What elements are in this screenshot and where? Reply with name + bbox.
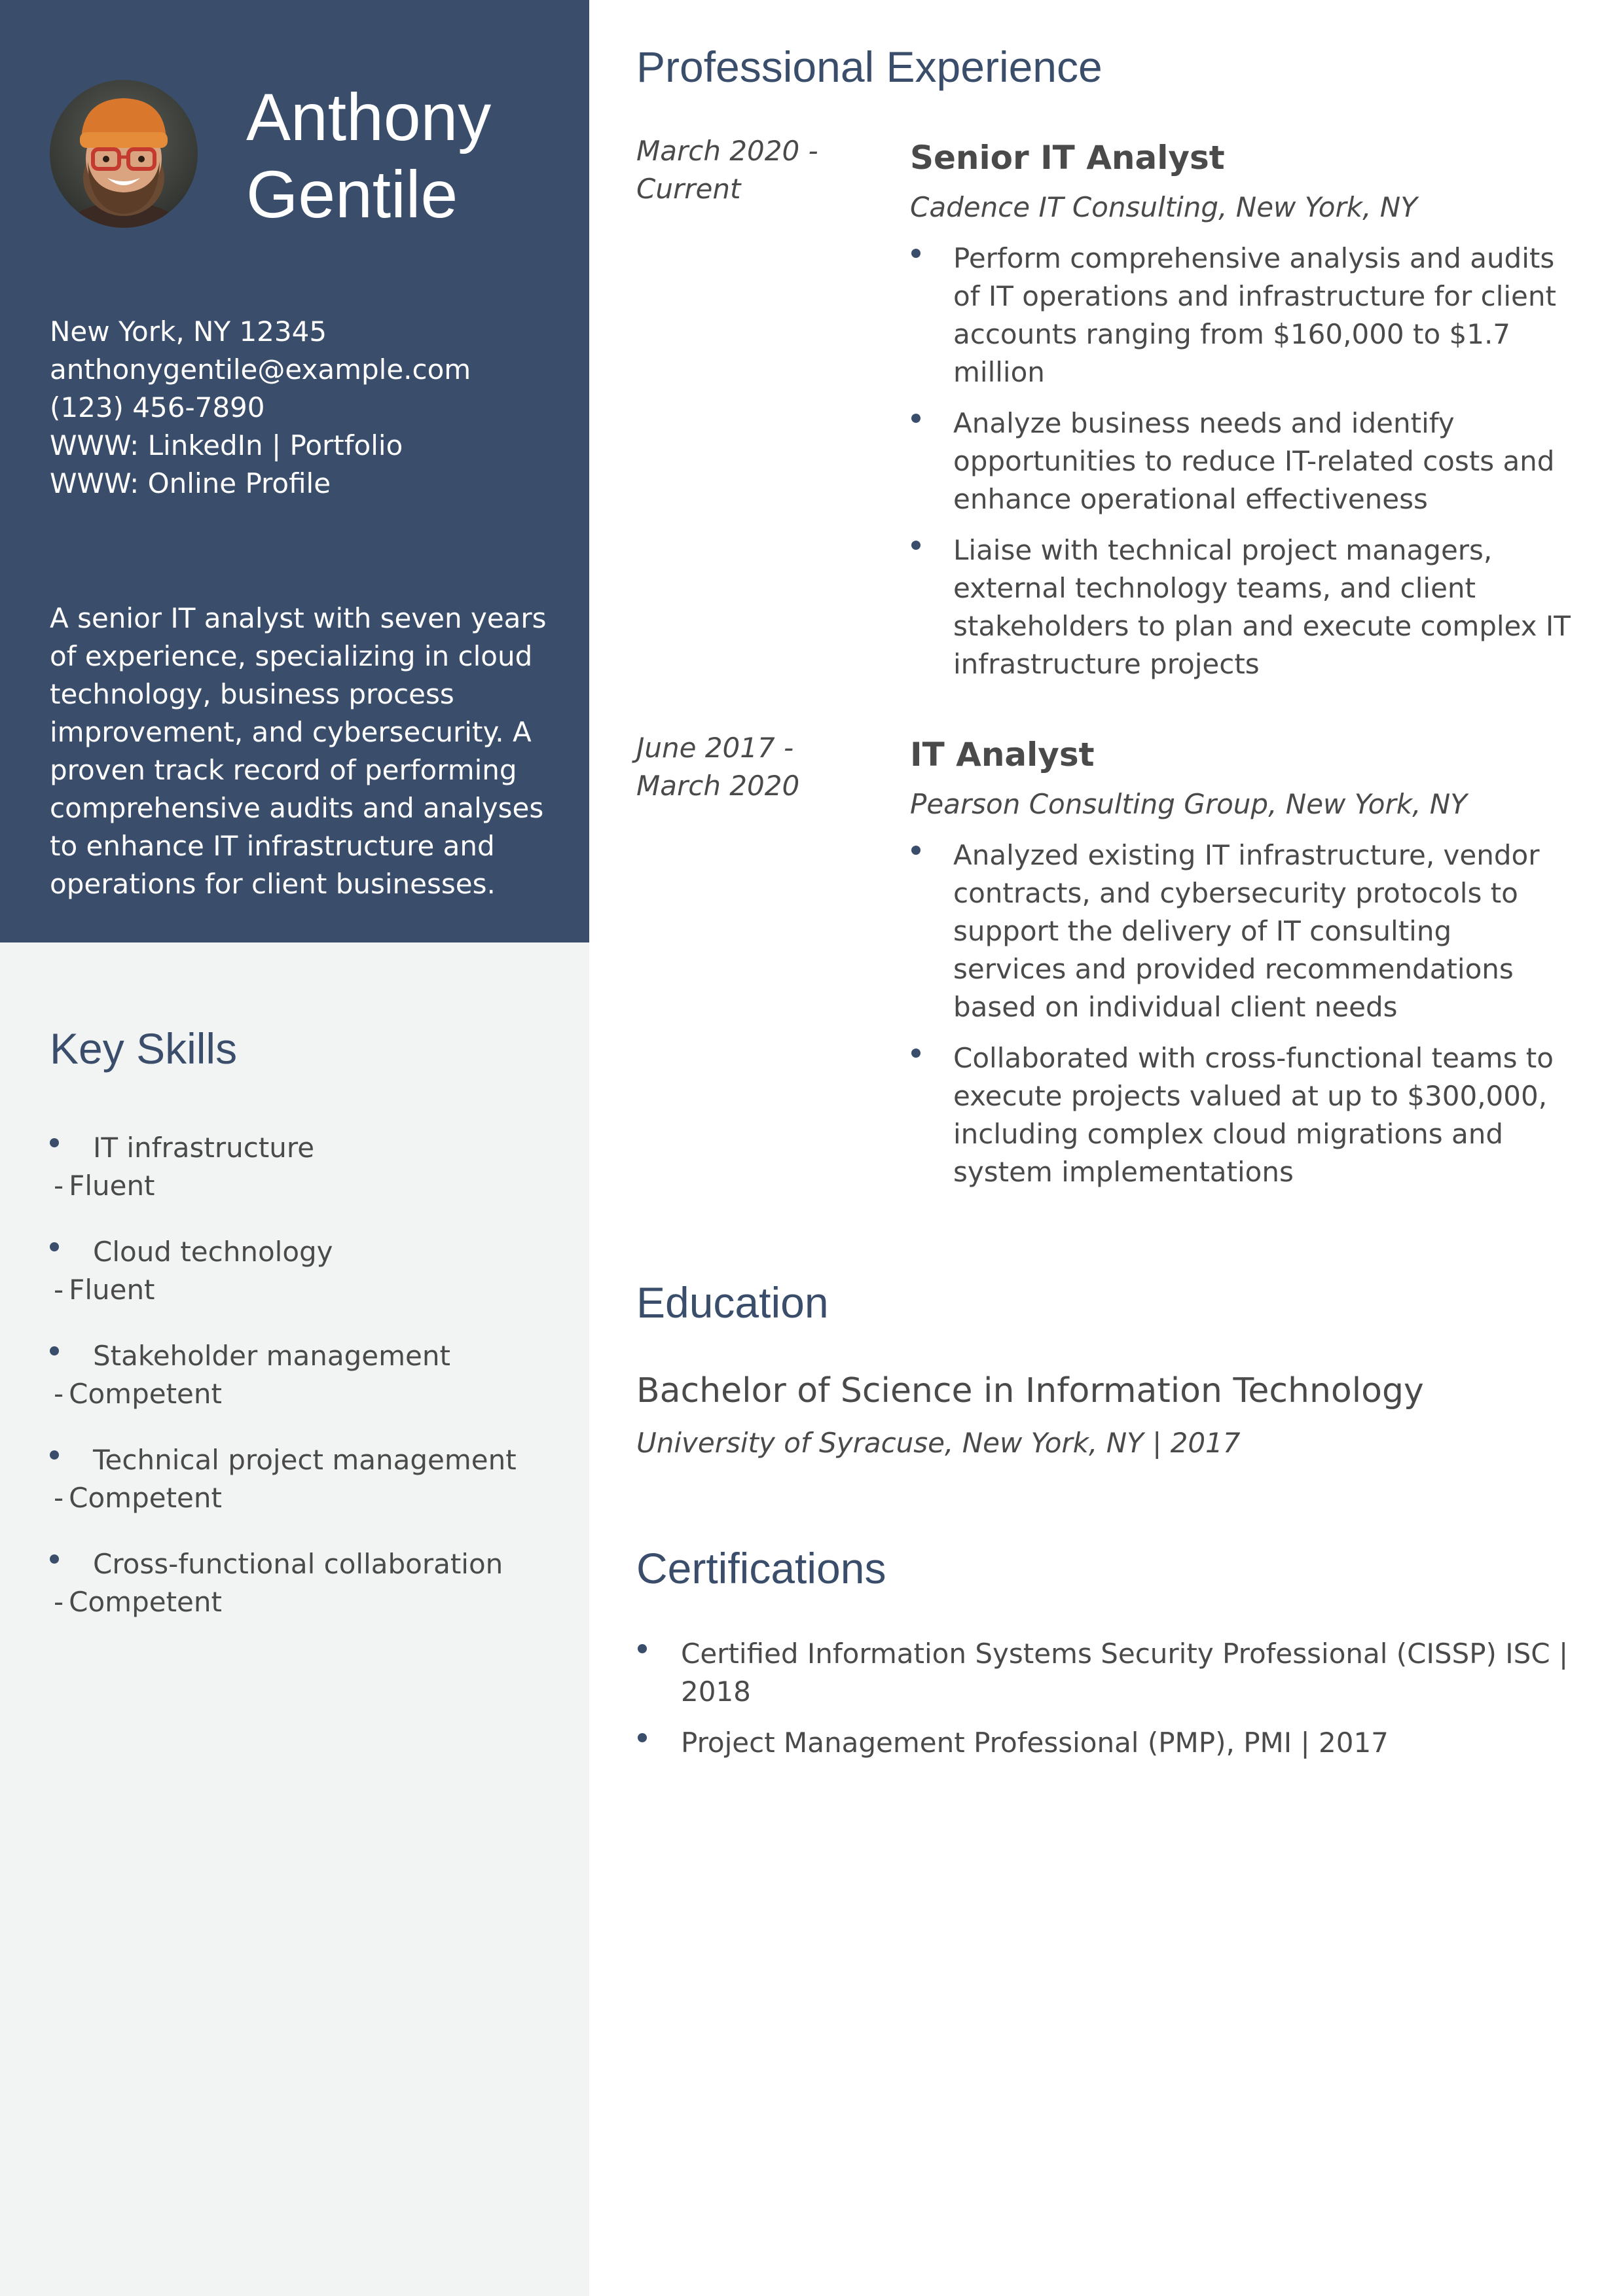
education-heading: Education — [636, 1278, 829, 1327]
skill-level: - Competent — [54, 1482, 222, 1514]
job-date-end: Current — [636, 173, 741, 205]
skills-list — [50, 1129, 574, 1649]
sidebar — [0, 0, 589, 2296]
certification-item — [636, 1724, 1579, 1762]
certification-text: Project Management Professional (PMP), PMI | 2017 — [681, 1727, 1389, 1759]
job-company: Pearson Consulting Group, New York, NY — [910, 788, 1467, 820]
skill-item — [50, 1545, 574, 1649]
certifications-list — [636, 1635, 1579, 1775]
skill-level: - Fluent — [54, 1170, 155, 1202]
skill-name: Technical project management — [93, 1444, 517, 1476]
skill-item — [50, 1337, 574, 1441]
skill-item — [50, 1129, 574, 1233]
job-dates — [636, 729, 872, 805]
bullet-icon — [911, 846, 921, 855]
job-bullet — [910, 240, 1571, 391]
skill-level: - Fluent — [54, 1274, 155, 1306]
bullet-icon — [50, 1554, 59, 1564]
bullet-icon — [911, 541, 921, 550]
certification-text: Certified Information Systems Security Professional (CISSP) ISC | 2018 — [681, 1638, 1569, 1708]
skills-heading: Key Skills — [50, 1024, 238, 1073]
bullet-icon — [50, 1450, 59, 1460]
skill-level-text: Competent — [69, 1482, 222, 1514]
job-bullet-text: Perform comprehensive analysis and audits of IT operations and infrastructure for client accounts ranging from $160,000 to $1.7 million — [953, 242, 1556, 388]
job-bullet-text: Analyze business needs and identify opportunities to reduce IT-related costs and enhance operational effectiveness — [953, 407, 1555, 515]
bullet-icon — [50, 1242, 59, 1251]
job-title: Senior IT Analyst — [910, 139, 1225, 177]
skill-level-text: Competent — [69, 1586, 222, 1618]
skill-level-text: Competent — [69, 1378, 222, 1410]
contact-profile: WWW: Online Profile — [50, 467, 331, 499]
bullet-icon — [911, 249, 921, 258]
person-photo-icon — [50, 80, 198, 228]
job-bullet — [910, 531, 1571, 683]
degree-title: Bachelor of Science in Information Technology — [636, 1371, 1424, 1410]
bullet-icon — [50, 1346, 59, 1355]
skill-name: Cross-functional collaboration — [93, 1548, 503, 1580]
contact-email: anthonygentile@example.com — [50, 353, 471, 386]
skill-item — [50, 1441, 574, 1545]
contact-phone: (123) 456-7890 — [50, 391, 265, 423]
job-date-start: June 2017 - — [636, 732, 794, 764]
job-bullet-text: Collaborated with cross-functional teams to execute projects valued at up to $300,000, including complex cloud migrations and system implementations — [953, 1042, 1554, 1188]
contact-list — [50, 313, 574, 503]
certifications-heading: Certifications — [636, 1544, 886, 1592]
job-bullets — [910, 240, 1571, 696]
avatar — [50, 80, 198, 228]
bullet-icon — [911, 1049, 921, 1058]
job-bullets — [910, 836, 1571, 1204]
summary-text: A senior IT analyst with seven years of experience, specializing in cloud technology, business process improvement, and cybersecurity. A proven track record of performing comprehensive audits and analyses to enhance IT infrastructure and operations for client businesses. — [50, 602, 547, 900]
bullet-icon — [638, 1644, 647, 1653]
bullet-icon — [911, 414, 921, 423]
sidebar-header-panel — [0, 0, 589, 942]
job-company: Cadence IT Consulting, New York, NY — [910, 191, 1417, 223]
skill-level: - Competent — [54, 1586, 222, 1618]
skill-name: Stakeholder management — [93, 1340, 450, 1372]
contact-links: WWW: LinkedIn | Portfolio — [50, 429, 403, 461]
job-bullet-text: Analyzed existing IT infrastructure, vendor contracts, and cybersecurity protocols to support the delivery of IT consulting services and provided recommendations based on individual client needs — [953, 839, 1540, 1023]
skill-level-text: Fluent — [69, 1170, 155, 1202]
first-name: Anthony — [246, 80, 492, 154]
candidate-name — [246, 79, 574, 233]
certification-item — [636, 1635, 1579, 1711]
school-info: University of Syracuse, New York, NY | 2017 — [636, 1427, 1241, 1459]
skill-level-text: Fluent — [69, 1274, 155, 1306]
job-date-start: March 2020 - — [636, 135, 818, 167]
bullet-icon — [50, 1138, 59, 1147]
job-bullet — [910, 836, 1571, 1026]
job-date-end: March 2020 — [636, 770, 800, 802]
job-dates — [636, 132, 872, 208]
contact-address: New York, NY 12345 — [50, 315, 327, 348]
experience-heading: Professional Experience — [636, 43, 1103, 91]
skill-name: IT infrastructure — [93, 1132, 315, 1164]
job-bullet — [910, 404, 1571, 518]
bullet-icon — [638, 1733, 647, 1742]
skill-name: Cloud technology — [93, 1236, 333, 1268]
last-name: Gentile — [246, 157, 458, 232]
skill-level: - Competent — [54, 1378, 222, 1410]
job-bullet-text: Liaise with technical project managers, external technology teams, and client stakeholders to plan and execute complex IT infrastructure projects — [953, 534, 1571, 680]
job-bullet — [910, 1039, 1571, 1191]
job-title: IT Analyst — [910, 736, 1095, 774]
skill-item — [50, 1233, 574, 1337]
